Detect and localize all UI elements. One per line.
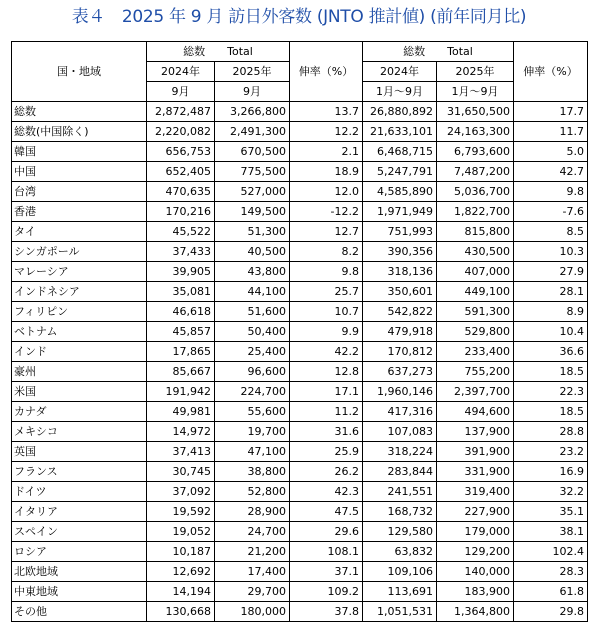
ytd-rate-cell: 8.5 xyxy=(514,222,588,242)
ytd-2024-cell: 390,356 xyxy=(363,242,437,262)
ytd-rate-cell: 10.4 xyxy=(514,322,588,342)
region-name-cell: 韓国 xyxy=(12,142,147,162)
month-total-header xyxy=(147,42,290,62)
ytd-2024-cell: 318,136 xyxy=(363,262,437,282)
sep-2024-cell: 46,618 xyxy=(147,302,215,322)
sep-2025-cell: 96,600 xyxy=(215,362,290,382)
region-name-cell: イタリア xyxy=(12,502,147,522)
month-total-en: Total xyxy=(227,44,253,58)
sep-rate-cell: 11.2 xyxy=(290,402,363,422)
ytd-2024-cell: 350,601 xyxy=(363,282,437,302)
month-period-2025: 9月 xyxy=(215,82,290,102)
table-row xyxy=(12,502,588,522)
sep-2024-cell: 39,905 xyxy=(147,262,215,282)
sep-rate-cell: 47.5 xyxy=(290,502,363,522)
ytd-2025-cell: 755,200 xyxy=(437,362,514,382)
table-row xyxy=(12,402,588,422)
sep-2025-cell: 775,500 xyxy=(215,162,290,182)
ytd-total-header xyxy=(363,42,514,62)
sep-2024-cell: 85,667 xyxy=(147,362,215,382)
month-rate-header: 伸率（%） xyxy=(290,42,363,102)
region-name-cell: 米国 xyxy=(12,382,147,402)
region-name-cell: 中東地域 xyxy=(12,582,147,602)
table-row xyxy=(12,602,588,622)
sep-2025-cell: 2,491,300 xyxy=(215,122,290,142)
region-name-cell: 北欧地域 xyxy=(12,562,147,582)
sep-rate-cell: 9.8 xyxy=(290,262,363,282)
sep-rate-cell: 8.2 xyxy=(290,242,363,262)
sep-rate-cell: 29.6 xyxy=(290,522,363,542)
ytd-rate-cell: 38.1 xyxy=(514,522,588,542)
table-row xyxy=(12,382,588,402)
sep-rate-cell: 31.6 xyxy=(290,422,363,442)
ytd-2024-cell: 21,633,101 xyxy=(363,122,437,142)
ytd-rate-cell: 36.6 xyxy=(514,342,588,362)
ytd-2025-cell: 407,000 xyxy=(437,262,514,282)
sep-2025-cell: 180,000 xyxy=(215,602,290,622)
sep-rate-cell: 37.1 xyxy=(290,562,363,582)
ytd-rate-cell: 22.3 xyxy=(514,382,588,402)
table-row xyxy=(12,242,588,262)
sep-2025-cell: 25,400 xyxy=(215,342,290,362)
sep-rate-cell: 13.7 xyxy=(290,102,363,122)
sep-2024-cell: 19,052 xyxy=(147,522,215,542)
ytd-2025-cell: 6,793,600 xyxy=(437,142,514,162)
sep-rate-cell: 109.2 xyxy=(290,582,363,602)
region-name-cell: フィリピン xyxy=(12,302,147,322)
region-name-cell: 豪州 xyxy=(12,362,147,382)
ytd-rate-cell: 29.8 xyxy=(514,602,588,622)
sep-2024-cell: 17,865 xyxy=(147,342,215,362)
sep-2025-cell: 28,900 xyxy=(215,502,290,522)
sep-2024-cell: 12,692 xyxy=(147,562,215,582)
region-name-cell: カナダ xyxy=(12,402,147,422)
sep-rate-cell: 25.7 xyxy=(290,282,363,302)
sep-rate-cell: 9.9 xyxy=(290,322,363,342)
region-name-cell: 中国 xyxy=(12,162,147,182)
month-year-2025: 2025年 xyxy=(215,62,290,82)
region-name-cell: タイ xyxy=(12,222,147,242)
ytd-2025-cell: 179,000 xyxy=(437,522,514,542)
ytd-2024-cell: 1,960,146 xyxy=(363,382,437,402)
region-name-cell: ドイツ xyxy=(12,482,147,502)
ytd-rate-cell: 23.2 xyxy=(514,442,588,462)
ytd-rate-cell: 27.9 xyxy=(514,262,588,282)
sep-rate-cell: 37.8 xyxy=(290,602,363,622)
sep-2025-cell: 29,700 xyxy=(215,582,290,602)
month-period-2024: 9月 xyxy=(147,82,215,102)
sep-rate-cell: 12.8 xyxy=(290,362,363,382)
ytd-year-2024: 2024年 xyxy=(363,62,437,82)
ytd-rate-cell: 10.3 xyxy=(514,242,588,262)
sep-2025-cell: 149,500 xyxy=(215,202,290,222)
sep-2025-cell: 224,700 xyxy=(215,382,290,402)
ytd-2024-cell: 283,844 xyxy=(363,462,437,482)
ytd-2025-cell: 183,900 xyxy=(437,582,514,602)
ytd-rate-cell: 18.5 xyxy=(514,402,588,422)
ytd-rate-cell: 9.8 xyxy=(514,182,588,202)
sep-rate-cell: 10.7 xyxy=(290,302,363,322)
ytd-2024-cell: 113,691 xyxy=(363,582,437,602)
region-name-cell: 台湾 xyxy=(12,182,147,202)
ytd-2024-cell: 170,812 xyxy=(363,342,437,362)
ytd-2025-cell: 331,900 xyxy=(437,462,514,482)
region-name-cell: ロシア xyxy=(12,542,147,562)
region-name-cell: メキシコ xyxy=(12,422,147,442)
sep-2024-cell: 45,857 xyxy=(147,322,215,342)
ytd-2024-cell: 129,580 xyxy=(363,522,437,542)
ytd-2025-cell: 129,200 xyxy=(437,542,514,562)
ytd-2025-cell: 591,300 xyxy=(437,302,514,322)
region-name-cell: 総数 xyxy=(12,102,147,122)
month-year-2024: 2024年 xyxy=(147,62,215,82)
ytd-2024-cell: 26,880,892 xyxy=(363,102,437,122)
ytd-rate-cell: 32.2 xyxy=(514,482,588,502)
sep-2025-cell: 55,600 xyxy=(215,402,290,422)
ytd-period-2024: 1月～9月 xyxy=(363,82,437,102)
sep-2025-cell: 47,100 xyxy=(215,442,290,462)
ytd-rate-cell: 16.9 xyxy=(514,462,588,482)
sep-2024-cell: 470,635 xyxy=(147,182,215,202)
sep-rate-cell: 12.7 xyxy=(290,222,363,242)
ytd-2024-cell: 751,993 xyxy=(363,222,437,242)
ytd-2024-cell: 241,551 xyxy=(363,482,437,502)
sep-2025-cell: 3,266,800 xyxy=(215,102,290,122)
visitor-arrivals-table xyxy=(11,41,588,622)
sep-rate-cell: 12.0 xyxy=(290,182,363,202)
sep-2025-cell: 670,500 xyxy=(215,142,290,162)
sep-2024-cell: 37,433 xyxy=(147,242,215,262)
sep-2024-cell: 30,745 xyxy=(147,462,215,482)
table-row xyxy=(12,482,588,502)
table-body xyxy=(12,102,588,622)
ytd-2025-cell: 227,900 xyxy=(437,502,514,522)
ytd-2025-cell: 1,364,800 xyxy=(437,602,514,622)
region-name-cell: その他 xyxy=(12,602,147,622)
sep-2024-cell: 2,872,487 xyxy=(147,102,215,122)
ytd-2024-cell: 417,316 xyxy=(363,402,437,422)
table-row xyxy=(12,142,588,162)
ytd-2025-cell: 1,822,700 xyxy=(437,202,514,222)
sep-rate-cell: 12.2 xyxy=(290,122,363,142)
sep-2025-cell: 44,100 xyxy=(215,282,290,302)
sep-2025-cell: 40,500 xyxy=(215,242,290,262)
sep-2024-cell: 45,522 xyxy=(147,222,215,242)
ytd-total-ja: 総数 xyxy=(403,44,426,58)
sep-2025-cell: 50,400 xyxy=(215,322,290,342)
table-row xyxy=(12,442,588,462)
ytd-2024-cell: 637,273 xyxy=(363,362,437,382)
ytd-rate-cell: -7.6 xyxy=(514,202,588,222)
ytd-2024-cell: 63,832 xyxy=(363,542,437,562)
table-row xyxy=(12,262,588,282)
sep-2024-cell: 130,668 xyxy=(147,602,215,622)
ytd-rate-cell: 11.7 xyxy=(514,122,588,142)
sep-2024-cell: 191,942 xyxy=(147,382,215,402)
ytd-2024-cell: 109,106 xyxy=(363,562,437,582)
ytd-rate-cell: 17.7 xyxy=(514,102,588,122)
ytd-2024-cell: 1,971,949 xyxy=(363,202,437,222)
region-name-cell: マレーシア xyxy=(12,262,147,282)
ytd-2025-cell: 494,600 xyxy=(437,402,514,422)
sep-2025-cell: 51,600 xyxy=(215,302,290,322)
ytd-2024-cell: 5,247,791 xyxy=(363,162,437,182)
ytd-2024-cell: 1,051,531 xyxy=(363,602,437,622)
ytd-year-2025: 2025年 xyxy=(437,62,514,82)
ytd-2025-cell: 24,163,300 xyxy=(437,122,514,142)
sep-rate-cell: 2.1 xyxy=(290,142,363,162)
ytd-2025-cell: 430,500 xyxy=(437,242,514,262)
sep-2024-cell: 49,981 xyxy=(147,402,215,422)
ytd-2025-cell: 5,036,700 xyxy=(437,182,514,202)
region-name-cell: スペイン xyxy=(12,522,147,542)
region-name-cell: インド xyxy=(12,342,147,362)
region-name-cell: ベトナム xyxy=(12,322,147,342)
sep-2024-cell: 170,216 xyxy=(147,202,215,222)
sep-rate-cell: 26.2 xyxy=(290,462,363,482)
ytd-2025-cell: 7,487,200 xyxy=(437,162,514,182)
sep-2024-cell: 2,220,082 xyxy=(147,122,215,142)
table-row xyxy=(12,302,588,322)
table-row xyxy=(12,222,588,242)
ytd-rate-cell: 8.9 xyxy=(514,302,588,322)
sep-rate-cell: 25.9 xyxy=(290,442,363,462)
sep-rate-cell: 17.1 xyxy=(290,382,363,402)
table-row xyxy=(12,542,588,562)
ytd-rate-cell: 61.8 xyxy=(514,582,588,602)
ytd-rate-cell: 28.8 xyxy=(514,422,588,442)
ytd-2025-cell: 140,000 xyxy=(437,562,514,582)
ytd-rate-cell: 35.1 xyxy=(514,502,588,522)
ytd-2024-cell: 107,083 xyxy=(363,422,437,442)
region-name-cell: 英国 xyxy=(12,442,147,462)
sep-rate-cell: 108.1 xyxy=(290,542,363,562)
table-row xyxy=(12,202,588,222)
sep-2025-cell: 19,700 xyxy=(215,422,290,442)
ytd-2025-cell: 449,100 xyxy=(437,282,514,302)
table-row xyxy=(12,462,588,482)
sep-rate-cell: -12.2 xyxy=(290,202,363,222)
ytd-2025-cell: 31,650,500 xyxy=(437,102,514,122)
ytd-2024-cell: 6,468,715 xyxy=(363,142,437,162)
ytd-2024-cell: 479,918 xyxy=(363,322,437,342)
sep-2025-cell: 21,200 xyxy=(215,542,290,562)
sep-2024-cell: 37,092 xyxy=(147,482,215,502)
month-total-ja: 総数 xyxy=(183,44,206,58)
ytd-2025-cell: 391,900 xyxy=(437,442,514,462)
sep-2024-cell: 35,081 xyxy=(147,282,215,302)
sep-2025-cell: 24,700 xyxy=(215,522,290,542)
ytd-2024-cell: 4,585,890 xyxy=(363,182,437,202)
sep-2025-cell: 52,800 xyxy=(215,482,290,502)
table-row xyxy=(12,362,588,382)
sep-2024-cell: 37,413 xyxy=(147,442,215,462)
table-row xyxy=(12,322,588,342)
sep-2025-cell: 43,800 xyxy=(215,262,290,282)
table-row xyxy=(12,422,588,442)
ytd-rate-cell: 5.0 xyxy=(514,142,588,162)
ytd-total-en: Total xyxy=(447,44,473,58)
table-row xyxy=(12,182,588,202)
ytd-rate-cell: 28.3 xyxy=(514,562,588,582)
table-row xyxy=(12,582,588,602)
ytd-2024-cell: 168,732 xyxy=(363,502,437,522)
sep-rate-cell: 42.3 xyxy=(290,482,363,502)
sep-2024-cell: 14,194 xyxy=(147,582,215,602)
region-header: 国・地域 xyxy=(12,42,147,102)
sep-rate-cell: 18.9 xyxy=(290,162,363,182)
ytd-2024-cell: 542,822 xyxy=(363,302,437,322)
table-row xyxy=(12,122,588,142)
region-name-cell: 総数(中国除く) xyxy=(12,122,147,142)
ytd-2024-cell: 318,224 xyxy=(363,442,437,462)
ytd-2025-cell: 137,900 xyxy=(437,422,514,442)
page-title: 表４ 2025 年 9 月 訪日外客数 (JNTO 推計値) (前年同月比) xyxy=(71,7,527,27)
sep-rate-cell: 42.2 xyxy=(290,342,363,362)
ytd-rate-cell: 42.7 xyxy=(514,162,588,182)
table-row xyxy=(12,522,588,542)
sep-2024-cell: 19,592 xyxy=(147,502,215,522)
table-row xyxy=(12,102,588,122)
table-row xyxy=(12,342,588,362)
table-row xyxy=(12,162,588,182)
region-name-cell: インドネシア xyxy=(12,282,147,302)
ytd-2025-cell: 2,397,700 xyxy=(437,382,514,402)
sep-2025-cell: 17,400 xyxy=(215,562,290,582)
ytd-rate-cell: 102.4 xyxy=(514,542,588,562)
ytd-2025-cell: 319,400 xyxy=(437,482,514,502)
sep-2025-cell: 527,000 xyxy=(215,182,290,202)
sep-2024-cell: 10,187 xyxy=(147,542,215,562)
sep-2025-cell: 38,800 xyxy=(215,462,290,482)
ytd-rate-header: 伸率（%） xyxy=(514,42,588,102)
ytd-2025-cell: 815,800 xyxy=(437,222,514,242)
ytd-period-2025: 1月～9月 xyxy=(437,82,514,102)
region-name-cell: フランス xyxy=(12,462,147,482)
ytd-2025-cell: 529,800 xyxy=(437,322,514,342)
region-name-cell: 香港 xyxy=(12,202,147,222)
sep-2025-cell: 51,300 xyxy=(215,222,290,242)
region-name-cell: シンガポール xyxy=(12,242,147,262)
ytd-rate-cell: 18.5 xyxy=(514,362,588,382)
ytd-2025-cell: 233,400 xyxy=(437,342,514,362)
table-row xyxy=(12,282,588,302)
sep-2024-cell: 14,972 xyxy=(147,422,215,442)
sep-2024-cell: 656,753 xyxy=(147,142,215,162)
ytd-rate-cell: 28.1 xyxy=(514,282,588,302)
table-row xyxy=(12,562,588,582)
sep-2024-cell: 652,405 xyxy=(147,162,215,182)
